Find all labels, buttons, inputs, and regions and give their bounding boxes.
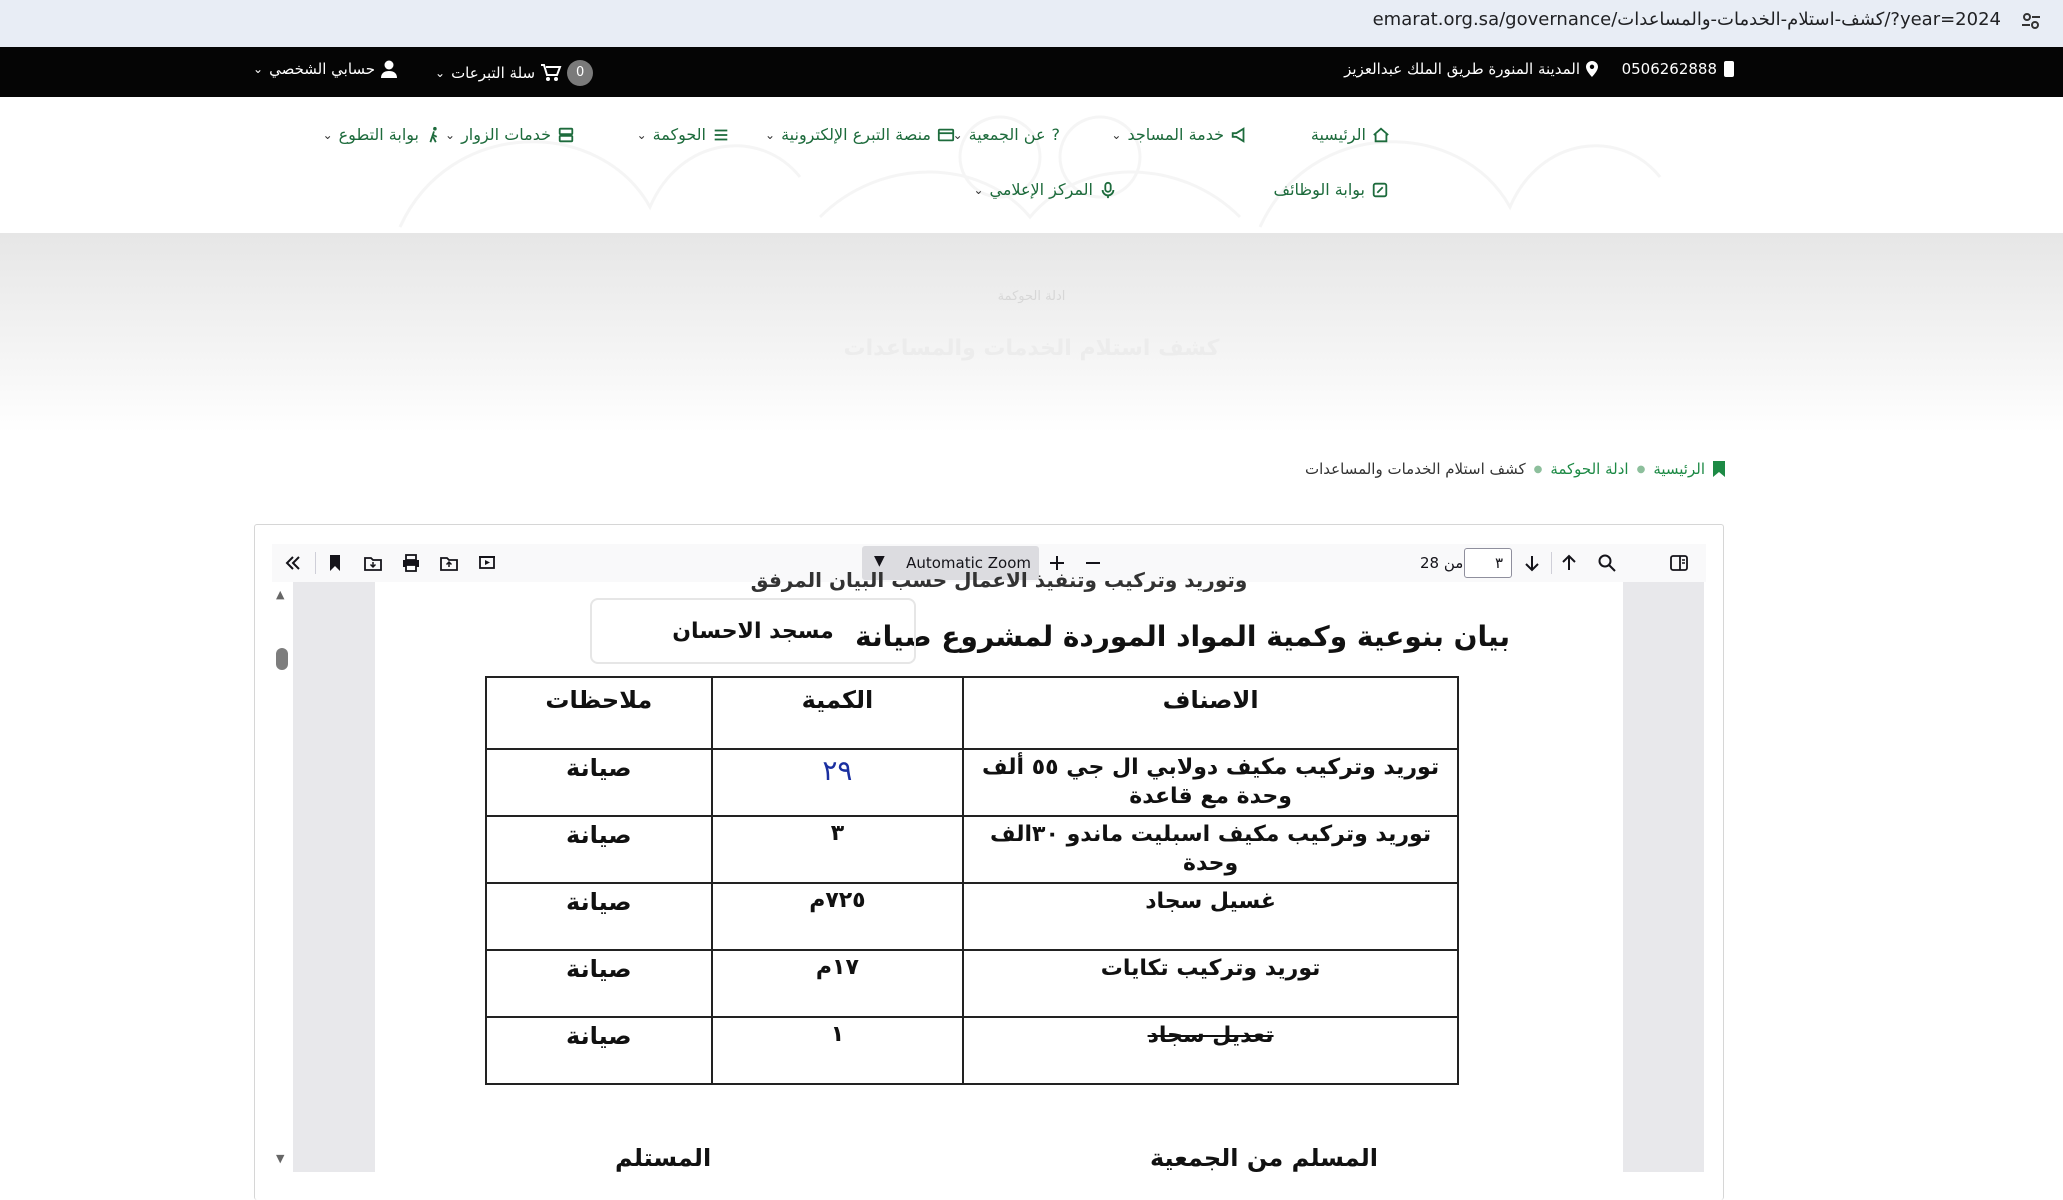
chevron-down-icon: ⌄ [1111, 127, 1122, 142]
browser-address-bar[interactable] [0, 0, 2063, 47]
pdf-top-fragment: وتوريد وتركيب وتنفيذ الاعمال حسب البيان المرفق [750, 568, 1248, 592]
phone-number: 0506262888 [1621, 60, 1717, 78]
materials-table [485, 676, 1459, 1085]
chevron-down-icon: ⌄ [973, 182, 984, 197]
add-bookmark-button[interactable] [322, 550, 348, 576]
table-row [486, 883, 1458, 950]
account-label: حسابي الشخصي [269, 60, 376, 78]
sidebar-icon [1669, 553, 1689, 573]
row-item [963, 1017, 1458, 1084]
ornament-background [0, 97, 2063, 233]
column-header-notes: ملاحظات [486, 677, 712, 749]
row-quantity [712, 749, 963, 816]
pdf-heading: بيان بنوعية وكمية المواد الموردة لمشروع صيانة [855, 620, 1510, 653]
breadcrumb-section[interactable]: ادلة الحوكمة [1550, 460, 1629, 478]
chevron-down-icon: ⌄ [253, 62, 264, 76]
table-row [486, 816, 1458, 883]
row-item: توريد وتركيب مكيف اسبليت ماندو ٣٠الف وحدة [963, 816, 1458, 883]
table-row [486, 950, 1458, 1017]
nav-home-label: الرئيسية [1310, 125, 1366, 144]
mosque-name: مسجد الاحسان [672, 618, 834, 644]
row-quantity: ٧٢٥م [712, 883, 963, 950]
nav-jobs-portal-label: بوابة الوظائف [1273, 180, 1365, 199]
breadcrumb-separator-icon: ● [1533, 463, 1543, 475]
table-header-row [486, 677, 1458, 749]
page-hero [0, 233, 2063, 433]
bookmark-icon [1713, 461, 1725, 477]
row-notes: صيانة [486, 749, 712, 816]
cart-icon [541, 64, 561, 82]
hero-title: كشف استلام الخدمات والمساعدات [843, 336, 1220, 361]
handwritten-quantity: ٢٩ [822, 754, 853, 787]
column-header-quantity: الكمية [712, 677, 963, 749]
chevron-down-icon: ⌄ [952, 127, 963, 142]
row-notes: صيانة [486, 816, 712, 883]
struck-item-text: تعديل سجاد [1147, 1023, 1274, 1048]
row-quantity: ٣ [712, 816, 963, 883]
nav-jobs-portal[interactable] [1274, 180, 1390, 199]
double-chevron-icon [283, 553, 303, 573]
scroll-up-arrow-icon[interactable]: ▲ [276, 588, 285, 601]
site-settings-icon[interactable] [2019, 9, 2045, 35]
chevron-down-icon: ⌄ [322, 127, 333, 142]
nav-media-center-label: المركز الإعلامي [989, 180, 1093, 199]
receiver-label: المستلم [615, 1144, 712, 1172]
column-header-items: الاصناف [963, 677, 1458, 749]
nav-about[interactable] [953, 125, 1060, 144]
hero-subtitle: ادلة الحوكمة [997, 289, 1066, 304]
phone-icon [1723, 61, 1735, 77]
breadcrumb [1305, 460, 1725, 478]
account-menu[interactable] [253, 60, 397, 78]
row-item: توريد وتركيب تكايات [963, 950, 1458, 1017]
megaphone-icon [1230, 126, 1248, 144]
row-quantity: ١٧م [712, 950, 963, 1017]
tools-menu-button[interactable] [280, 550, 306, 576]
nav-media-center[interactable] [973, 180, 1117, 199]
page-number-input[interactable]: ٣ [1464, 548, 1512, 578]
question-icon: ? [1051, 125, 1060, 144]
chevron-down-icon: ▼ [874, 553, 885, 569]
top-info-bar [0, 47, 2063, 97]
phone-contact[interactable] [1622, 60, 1735, 78]
location-pin-icon [1586, 61, 1598, 77]
nav-about-label: عن الجمعية [968, 125, 1046, 144]
row-notes: صيانة [486, 950, 712, 1017]
walking-person-icon [425, 126, 443, 144]
page-count: من 28 [1420, 554, 1464, 572]
table-row [486, 749, 1458, 816]
row-notes: صيانة [486, 1017, 712, 1084]
nav-mosque-service[interactable] [1111, 125, 1248, 144]
breadcrumb-home[interactable]: الرئيسية [1653, 460, 1705, 478]
edit-icon [1371, 181, 1389, 199]
zoom-select-value: Automatic Zoom [906, 554, 1031, 572]
breadcrumb-separator-icon: ● [1636, 463, 1646, 475]
table-row [486, 1017, 1458, 1084]
home-icon [1372, 126, 1390, 144]
nav-visitor-services[interactable] [445, 125, 575, 144]
toggle-sidebar-button[interactable] [1666, 550, 1692, 576]
microphone-icon [1099, 181, 1117, 199]
list-icon [712, 126, 730, 144]
main-navigation [0, 97, 2063, 233]
row-item: توريد وتركيب مكيف دولابي ال جي ٥٥ ألف وحدة مع قاعدة [963, 749, 1458, 816]
url-text[interactable]: emarat.org.sa/governance/كشف-استلام-الخدمات-والمساعدات/?year=2024 [1372, 9, 2001, 30]
nav-governance[interactable] [637, 125, 730, 144]
chevron-down-icon: ⌄ [445, 127, 456, 142]
row-item: غسيل سجاد [963, 883, 1458, 950]
server-icon [557, 126, 575, 144]
chevron-down-icon: ⌄ [435, 66, 446, 80]
chevron-down-icon: ⌄ [636, 127, 647, 142]
chevron-down-icon: ⌄ [765, 127, 776, 142]
cart-label: سلة التبرعات [451, 64, 536, 82]
nav-governance-label: الحوكمة [652, 125, 706, 144]
row-quantity: ١ [712, 1017, 963, 1084]
nav-volunteer-portal[interactable] [323, 125, 443, 144]
scroll-down-arrow-icon[interactable]: ▼ [276, 1152, 285, 1165]
nav-donation-platform[interactable] [765, 125, 955, 144]
row-notes: صيانة [486, 883, 712, 950]
mosque-name-box [590, 598, 916, 664]
user-icon [381, 60, 397, 78]
vertical-scrollbar-thumb[interactable] [276, 648, 288, 670]
nav-visitor-services-label: خدمات الزوار [461, 125, 551, 144]
delivered-by-label: المسلم من الجمعية [1149, 1144, 1378, 1172]
address-contact[interactable] [1344, 60, 1598, 78]
credit-card-icon [937, 126, 955, 144]
nav-volunteer-portal-label: بوابة التطوع [338, 125, 419, 144]
bookmark-icon [325, 553, 345, 573]
nav-home[interactable] [1311, 125, 1390, 144]
breadcrumb-current: كشف استلام الخدمات والمساعدات [1305, 460, 1526, 478]
nav-donation-platform-label: منصة التبرع الإلكترونية [781, 125, 931, 144]
pdf-page [375, 568, 1623, 1172]
cart-count-badge: 0 [567, 60, 593, 86]
nav-mosque-service-label: خدمة المساجد [1127, 125, 1224, 144]
donation-cart[interactable] [435, 60, 593, 86]
address-text: المدينة المنورة طريق الملك عبدالعزيز [1344, 60, 1580, 78]
